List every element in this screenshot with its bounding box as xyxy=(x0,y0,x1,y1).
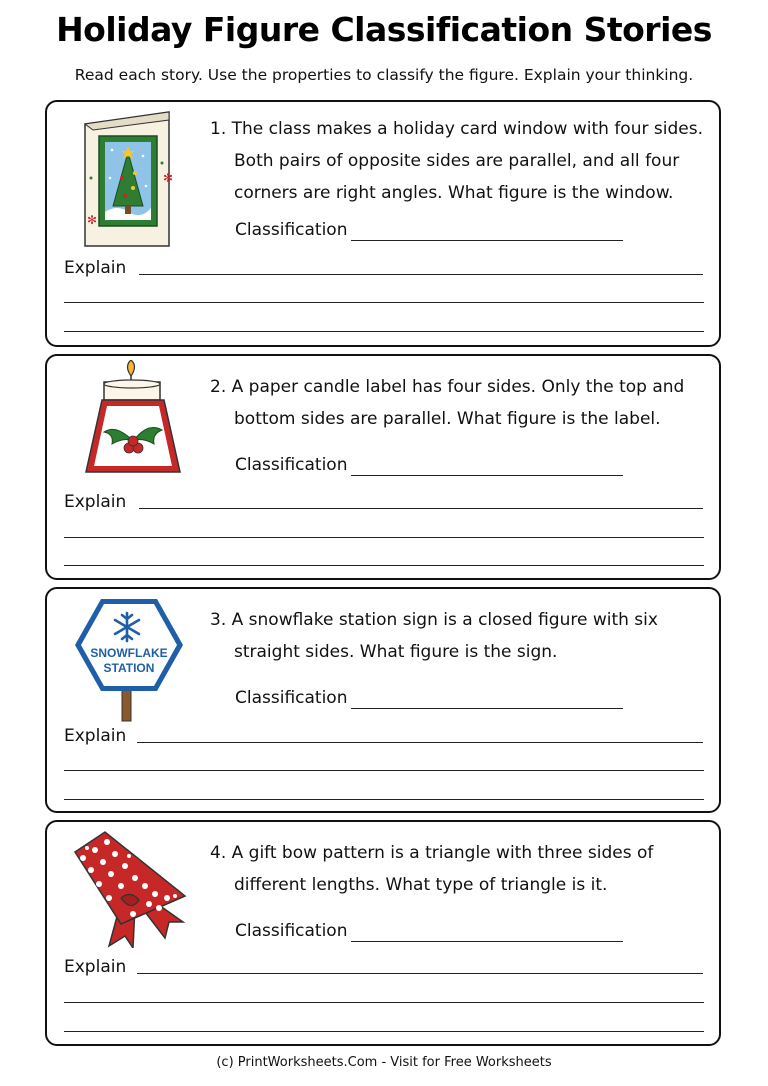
explain-label: Explain xyxy=(64,258,127,278)
classification-answer-line[interactable] xyxy=(351,941,623,942)
explain-answer-line[interactable] xyxy=(137,742,703,743)
explain-answer-line[interactable] xyxy=(64,1002,704,1003)
classification-answer-line[interactable] xyxy=(351,708,623,709)
question-text: 4. A gift bow pattern is a triangle with three sides of different lengths. What type of triangle is it. xyxy=(210,843,654,895)
sign-text-line-1: SNOWFLAKE xyxy=(90,646,168,660)
explain-label: Explain xyxy=(64,726,127,746)
question-card-3 xyxy=(45,587,721,813)
classification-label: Classification xyxy=(235,455,348,475)
candle-icon xyxy=(82,360,192,478)
explain-answer-line[interactable] xyxy=(139,274,703,275)
classification-label: Classification xyxy=(235,921,348,941)
footer-credit: (c) PrintWorksheets.Com - Visit for Free Worksheets xyxy=(216,1055,552,1070)
question-card-2 xyxy=(45,354,721,580)
holiday-card-icon xyxy=(77,108,197,248)
explain-answer-line[interactable] xyxy=(64,331,704,332)
question-text: 2. A paper candle label has four sides. Only the top and bottom sides are parallel. What figure is the label. xyxy=(210,377,685,429)
question-text: 1. The class makes a holiday card window with four sides. Both pairs of opposite sides are parallel, and all four corners are right angles. What figure is the window. xyxy=(210,119,703,203)
question-card-1 xyxy=(45,100,721,347)
explain-answer-line[interactable] xyxy=(64,770,704,771)
hexagon-sign-icon xyxy=(69,595,189,723)
explain-label: Explain xyxy=(64,957,127,977)
classification-label: Classification xyxy=(235,220,348,240)
explain-answer-line[interactable] xyxy=(137,973,703,974)
classification-answer-line[interactable] xyxy=(351,475,623,476)
svg-text:✻: ✻ xyxy=(163,171,174,185)
explain-answer-line[interactable] xyxy=(64,565,704,566)
explain-answer-line[interactable] xyxy=(64,302,704,303)
question-text: 3. A snowflake station sign is a closed figure with six straight sides. What figure is the sign. xyxy=(210,610,658,662)
classification-label: Classification xyxy=(235,688,348,708)
sign-text-line-2: STATION xyxy=(103,661,155,675)
page-title: Holiday Figure Classification Stories xyxy=(56,10,712,49)
explain-label: Explain xyxy=(64,492,127,512)
question-card-4 xyxy=(45,820,721,1046)
instructions: Read each story. Use the properties to classify the figure. Explain your thinking. xyxy=(74,66,694,84)
explain-answer-line[interactable] xyxy=(64,1031,704,1032)
svg-text:✻: ✻ xyxy=(87,213,98,227)
gift-bow-icon xyxy=(69,828,189,948)
classification-answer-line[interactable] xyxy=(351,240,623,241)
explain-answer-line[interactable] xyxy=(64,537,704,538)
explain-answer-line[interactable] xyxy=(139,508,703,509)
explain-answer-line[interactable] xyxy=(64,799,704,800)
